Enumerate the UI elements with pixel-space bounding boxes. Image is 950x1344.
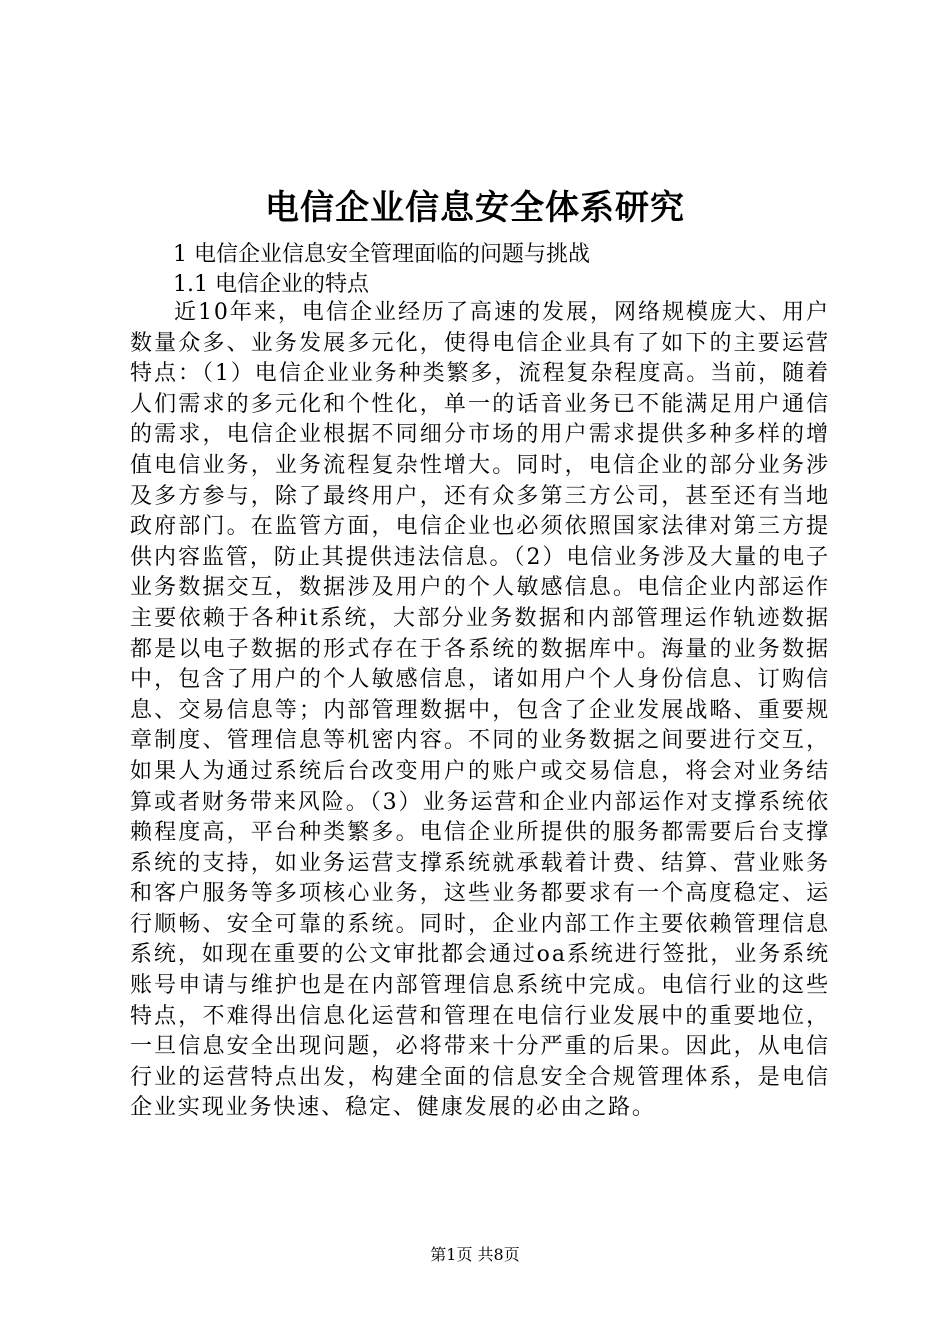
document-title: 电信企业信息安全体系研究 xyxy=(265,188,685,228)
section-heading: 1 电信企业信息安全管理面临的问题与挑战 xyxy=(173,242,590,267)
subsection-heading: 1.1 电信企业的特点 xyxy=(173,272,369,297)
body-paragraph: 近10年来，电信企业经历了高速的发展，网络规模庞大、用户数量众多、业务发展多元化，使得电信企业具有了如下的主要运营特点：（1）电信企业业务种类繁多，流程复杂程度高。当前，随着人们需求的多元化和个性化，单一的话音业务已不能满足用户通信的需求，电信企业根据不同细分市场的用户需求提供多种多样的增值电信业务，业务流程复杂性增大。同时，电信企业的部分业务涉及多方参与，除了最终用户，还有众多第三方公司，甚至还有当地政府部门。在监管方面，电信企业也必须依照国家法律对第三方提供内容监管，防止其提供违法信息。（2）电信业务涉及大量的电子业务数据交互，数据涉及用户的个人敏感信息。电信企业内部运作主要依赖于各种it系统，大部分业务数据和内部管理运作轨迹数据都是以电子数据的形式存在于各系统的数据库中。海量的业务数据中，包含了用户的个人敏感信息，诸如用户个人身份信息、订购信息、交易信息等；内部管理数据中，包含了企业发展战略、重要规章制度、管理信息等机密内容。不同的业务数据之间要进行交互，如果人为通过系统后台改变用户的账户或交易信息，将会对业务结算或者财务带来风险。（3）业务运营和企业内部运作对支撑系统依赖程度高，平台种类繁多。电信企业所提供的服务都需要后台支撑系统的支持，如业务运营支撑系统就承载着计费、结算、营业账务和客户服务等多项核心业务，这些业务都要求有一个高度稳定、运行顺畅、安全可靠的系统。同时，企业内部工作主要依赖管理信息系统，如现在重要的公文审批都会通过oa系统进行签批，业务系统账号申请与维护也是在内部管理信息系统中完成。电信行业的这些特点，不难得出信息化运营和管理在电信行业发展中的重要地位，一旦信息安全出现问题，必将带来十分严重的后果。因此，从电信行业的运营特点出发，构建全面的信息安全合规管理体系，是电信企业实现业务快速、稳定、健康发展的必由之路。 xyxy=(130,300,830,1121)
page-footer: 第1页 共8页 xyxy=(430,1245,520,1264)
